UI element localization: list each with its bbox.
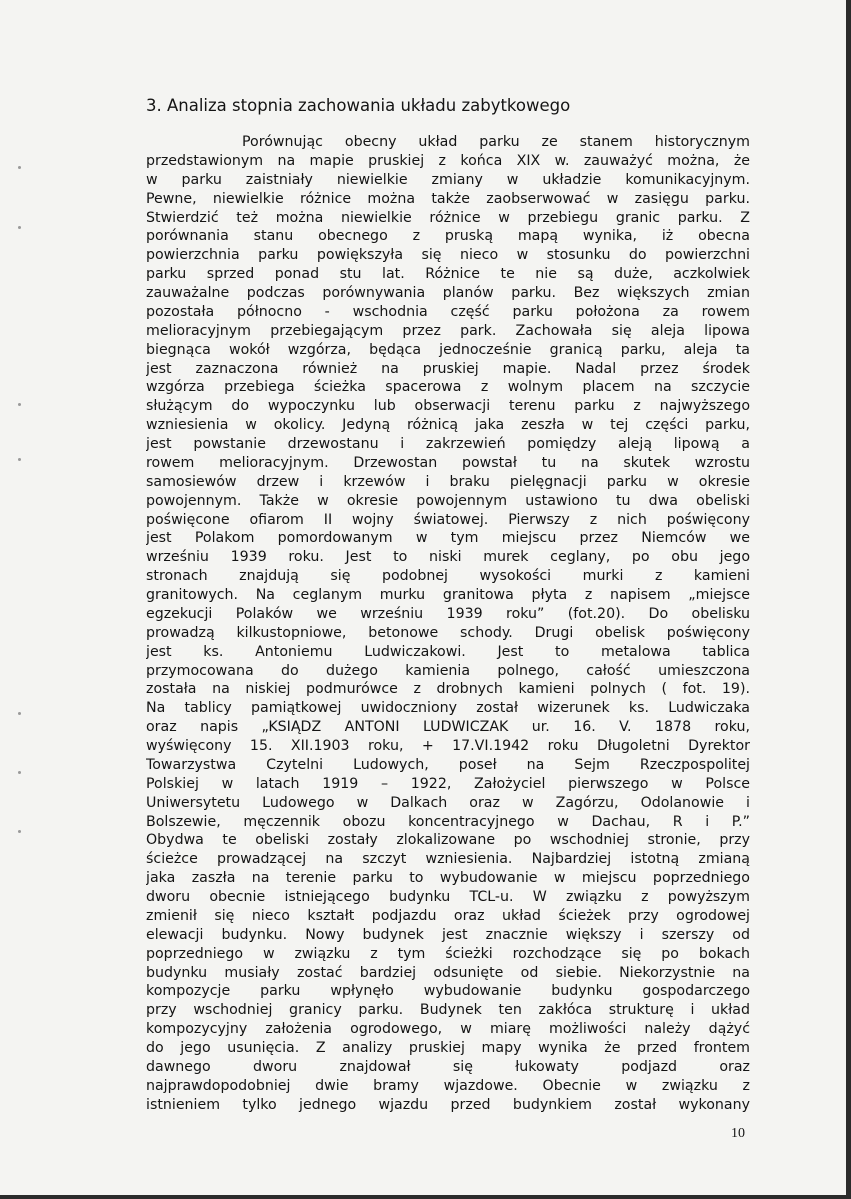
text-line: jest Polakom pomordowanym w tym miejscu przez Niemców we [146, 530, 750, 547]
text-line: przy wschodniej granicy parku. Budynek ten zakłóca strukturę i układ [146, 1002, 750, 1019]
text-line: kompozycje parku wpłynęło wybudowanie budynku gospodarczego [146, 983, 750, 1000]
text-line: wzgórza przebiega ścieżka spacerowa z wolnym placem na szczycie [146, 379, 750, 396]
text-line: prowadzą kilkustopniowe, betonowe schody. Drugi obelisk poświęcony [146, 624, 750, 641]
text-line: jest zaznaczona również na pruskiej mapie. Nadal przez środek [146, 360, 750, 377]
text-line: służącym do wypoczynku lub obserwacji terenu parku z najwyższego [146, 398, 750, 415]
text-line: przymocowana do dużego kamienia polnego, całość umieszczona [146, 662, 750, 679]
margin-mark [18, 458, 21, 461]
text-line: jest powstanie drzewostanu i zakrzewień pomiędzy aleją lipową a [146, 436, 750, 452]
text-line: została na niskiej podmurówce z drobnych kamieni polnych ( fot. 19). [146, 681, 750, 698]
text-line: Na tablicy pamiątkowej uwidoczniony został wizerunek ks. Ludwiczaka [146, 700, 750, 717]
section-heading: 3. Analiza stopnia zachowania układu zabytkowego [146, 96, 571, 115]
margin-mark [18, 830, 21, 833]
text-line: zmienił się nieco kształt podjazdu oraz układ ścieżek przy ogrodowej [146, 907, 750, 924]
text-line: stronach znajdują się podobnej wysokości murki z kamieni [146, 568, 750, 585]
text-line: Obydwa te obeliski zostały zlokalizowane po wschodniej stronie, przy [146, 832, 750, 849]
text-line: poświęcone ofiarom II wojny światowej. Pierwszy z nich poświęcony [146, 511, 750, 528]
margin-mark [18, 712, 21, 715]
margin-mark [18, 226, 21, 229]
text-line: Porównując obecny układ parku ze stanem historycznym [242, 134, 750, 150]
text-line: Polskiej w latach 1919 – 1922, Założyciel pierwszego w Polsce [146, 775, 750, 792]
text-line: parku sprzed ponad stu lat. Różnice te nie są duże, aczkolwiek [146, 266, 750, 283]
text-line: jaka zaszła na terenie parku to wybudowanie w miejscu poprzedniego [146, 870, 750, 887]
margin-mark [18, 403, 21, 406]
text-line: Pewne, niewielkie różnice można także zaobserwować w zasięgu parku. [146, 190, 750, 207]
text-line: dworu obecnie istniejącego budynku TCL-u. W związku z powyższym [146, 889, 750, 905]
text-line: egzekucji Polaków we wrześniu 1939 roku” (fot.20). Do obelisku [146, 605, 750, 622]
scan-edge-bottom [0, 1195, 851, 1199]
text-line: budynku musiały zostać bardziej odsunięte od siebie. Niekorzystnie na [146, 964, 750, 981]
scan-edge-right [846, 0, 851, 1199]
text-line: granitowych. Na ceglanym murku granitowa płyta z napisem „miejsce [146, 587, 750, 603]
text-line: zauważalne podczas porównywania planów parku. Bez większych zmian [146, 285, 750, 301]
text-line: najprawdopodobniej dwie bramy wjazdowe. Obecnie w związku z [146, 1077, 750, 1094]
text-line: biegnąca wokół wzgórza, będąca jednocześnie granicą parku, aleja ta [146, 341, 750, 358]
text-line: istnieniem tylko jednego wjazdu przed budynkiem został wykonany [146, 1096, 750, 1113]
text-line: kompozycyjny założenia ogrodowego, w miarę możliwości należy dążyć [146, 1021, 750, 1038]
body-text [146, 133, 750, 1115]
text-line: melioracyjnym przebiegającym przez park. Zachowała się aleja lipowa [146, 322, 750, 339]
text-line: Stwierdzić też można niewielkie różnice w przebiegu granic parku. Z [146, 209, 750, 226]
text-line: ścieżce prowadzącej na szczyt wzniesienia. Najbardziej istotną zmianą [146, 851, 750, 868]
text-line: rowem melioracyjnym. Drzewostan powstał tu na skutek wzrostu [146, 454, 750, 471]
text-line: Bolszewie, męczennik obozu koncentracyjnego w Dachau, R i P.” [146, 813, 750, 830]
page-number: 10 [731, 1126, 745, 1141]
text-line: wyświęcony 15. XII.1903 roku, + 17.VI.1942 roku Długoletni Dyrektor [146, 738, 750, 754]
text-line: wrześniu 1939 roku. Jest to niski murek ceglany, po obu jego [146, 549, 750, 566]
text-line: poprzedniego w związku z tym ścieżki rozchodzące się po bokach [146, 945, 750, 962]
text-line: w parku zaistniały niewielkie zmiany w układzie komunikacyjnym. [146, 171, 750, 188]
text-line: wzniesienia w okolicy. Jedyną różnicą jaka zeszła w tej części parku, [146, 417, 750, 434]
text-line: samosiewów drzew i krzewów i braku pielęgnacji parku w okresie [146, 473, 750, 490]
text-line: Uniwersytetu Ludowego w Dalkach oraz w Zagórzu, Odolanowie i [146, 794, 750, 811]
text-line: do jego usunięcia. Z analizy pruskiej mapy wynika że przed frontem [146, 1040, 750, 1056]
text-line: Towarzystwa Czytelni Ludowych, poseł na Sejm Rzeczpospolitej [146, 756, 750, 773]
margin-mark [18, 771, 21, 774]
text-line: powierzchnia parku powiększyła się nieco w stosunku do powierzchni [146, 247, 750, 264]
text-line: powojennym. Także w okresie powojennym ustawiono tu dwa obeliski [146, 492, 750, 509]
text-line: porównania stanu obecnego z pruską mapą wynika, iż obecna [146, 228, 750, 245]
margin-mark [18, 166, 21, 169]
text-line: przedstawionym na mapie pruskiej z końca XIX w. zauważyć można, że [146, 152, 750, 169]
text-line: oraz napis „KSIĄDZ ANTONI LUDWICZAK ur. 16. V. 1878 roku, [146, 719, 750, 736]
text-line: jest ks. Antoniemu Ludwiczakowi. Jest to metalowa tablica [146, 643, 750, 660]
text-line: dawnego dworu znajdował się łukowaty podjazd oraz [146, 1058, 750, 1075]
text-line: pozostała północno - wschodnia część parku położona za rowem [146, 303, 750, 320]
text-line: elewacji budynku. Nowy budynek jest znacznie większy i szerszy od [146, 926, 750, 943]
